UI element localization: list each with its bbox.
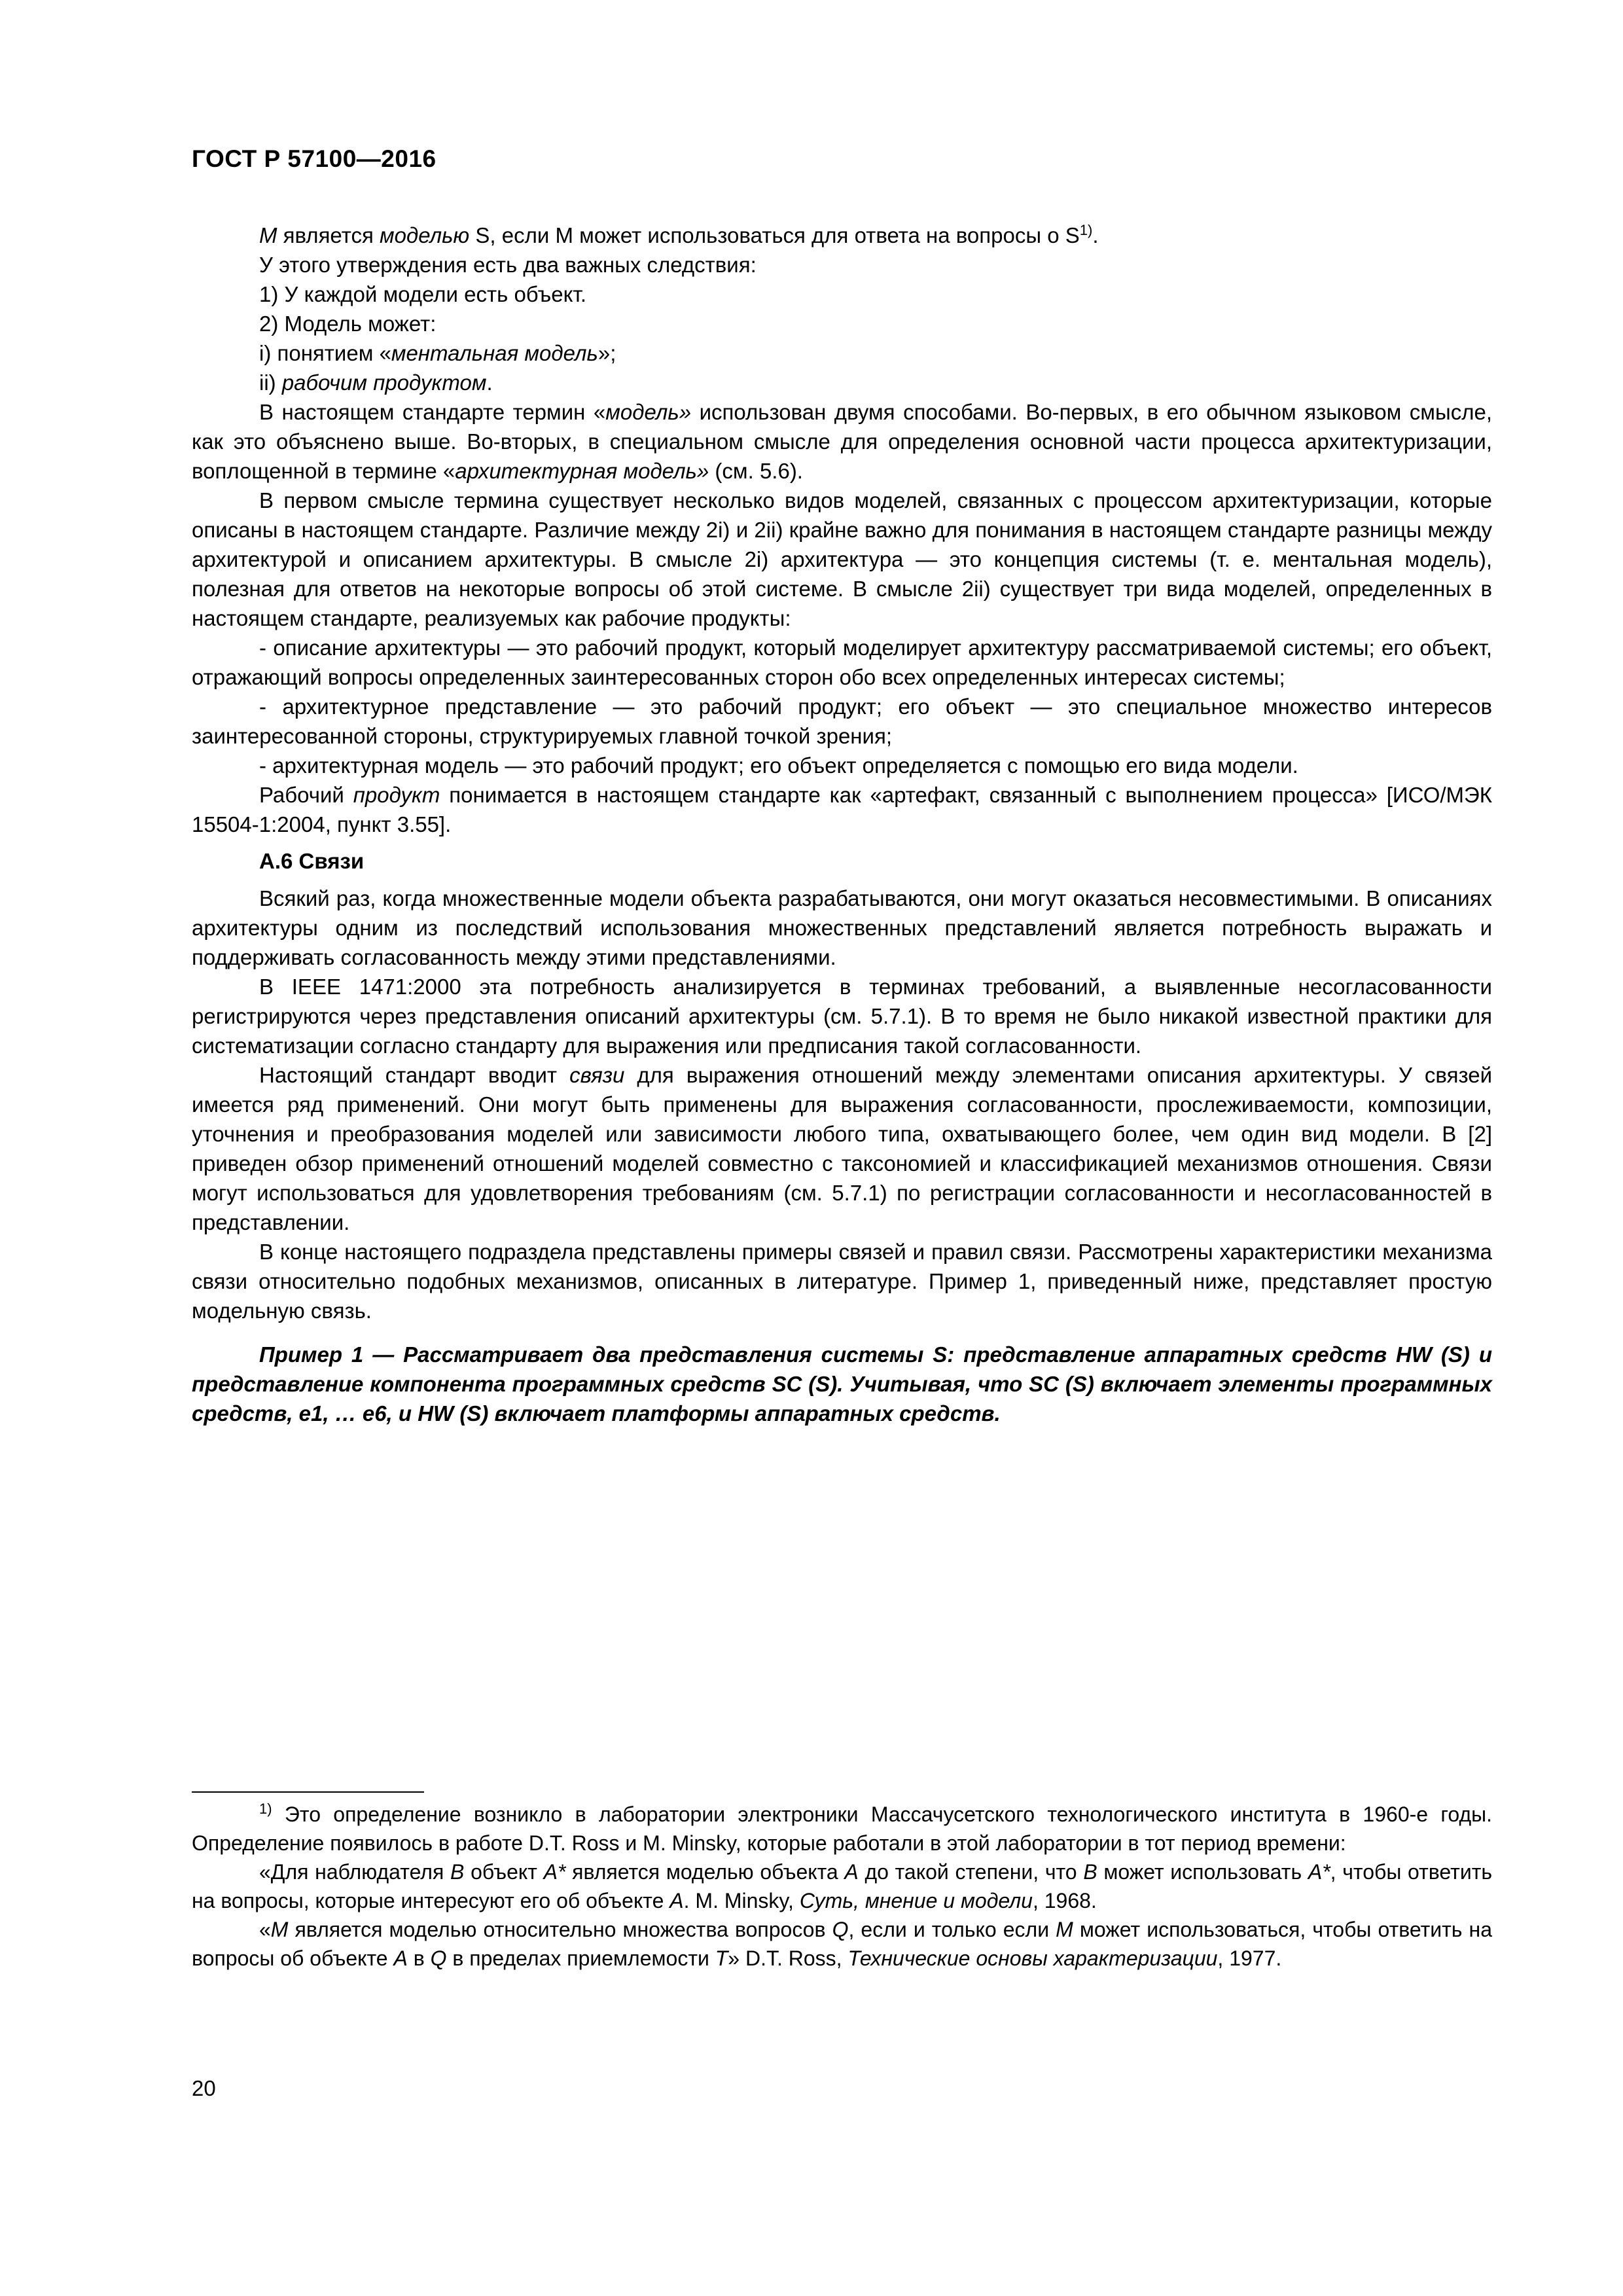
list-item: i) понятием «ментальная модель»; xyxy=(259,341,616,365)
main-text xyxy=(192,221,1492,1428)
document-header: ГОСТ Р 57100—2016 xyxy=(192,145,437,172)
footnote-quote: «Для наблюдателя B объект A* является моделью объекта A до такой степени, что B может использовать A*, чтобы ответить на вопросы, которые интересуют его об объекте A. M. Minsky, Суть, мнение и модели, 1968. xyxy=(192,1860,1493,1912)
list-item: - архитектурная модель — это рабочий продукт; его объект определяется с помощью его вида модели. xyxy=(259,753,1298,778)
list-item: 1) У каждой модели есть объект. xyxy=(259,282,587,306)
footnote-reference: 1) xyxy=(1079,222,1093,238)
paragraph: Рабочий продукт понимается в настоящем стандарте как «артефакт, связанный с выполнением процесса» [ИСО/МЭК 15504-1:2004, пункт 3.55]. xyxy=(192,783,1492,836)
list-item: 2) Модель может: xyxy=(259,312,437,336)
list-item: ii) рабочим продуктом. xyxy=(259,370,493,395)
paragraph: Всякий раз, когда множественные модели объекта разрабатываются, они могут оказаться несовместимыми. В описаниях архитектуры одним из последствий использования множественных представлений является потребность выражать и поддерживать согласованность между этими представлениями. xyxy=(192,886,1492,969)
section-heading: А.6 Связи xyxy=(259,849,365,873)
paragraph: В первом смысле термина существует несколько видов моделей, связанных с процессом архитектуризации, которые описаны в настоящем стандарте. Различие между 2i) и 2ii) крайне важно для понимания в настоящем стандарте разницы между архитектурой и описанием архитектуры. В смысле 2i) архитектура — это концепция системы (т. е. ментальная модель), полезная для ответов на некоторые вопросы об этой системе. В смысле 2ii) существует три вида моделей, определенных в настоящем стандарте, реализуемых как рабочие продукты: xyxy=(192,488,1492,630)
list-item: - архитектурное представление — это рабочий продукт; его объект — это специальное множество интересов заинтересованной стороны, структурируемых главной точкой зрения; xyxy=(192,694,1492,748)
example-paragraph: Пример 1 — Рассматривает два представления системы S: представление аппаратных средств HW (S) и представление компонента программных средств SC (S). Учитывая, что SC (S) включает элементы программных средств, e1, … e6, и HW (S) включает платформы аппаратных средств. xyxy=(192,1342,1492,1426)
list-item: - описание архитектуры — это рабочий продукт, который моделирует архитектуру рассматриваемой системы; его объект, отражающий вопросы определенных заинтересованных сторон обо всех определенных интересах системы; xyxy=(192,636,1492,689)
paragraph: Настоящий стандарт вводит связи для выражения отношений между элементами описания архитектуры. У связей имеется ряд применений. Они могут быть применены для выражения согласованности, прослеживаемости, композиции, уточнения и преобразования моделей или зависимости любого типа, охватывающего более, чем один вид модели. В [2] приведен обзор применений отношений моделей совместно с таксономией и классификацией механизмов отношения. Связи могут использоваться для удовлетворения требованиям (см. 5.7.1) по регистрации согласованности и несогласованностей в представлении. xyxy=(192,1063,1493,1234)
paragraph: У этого утверждения есть два важных следствия: xyxy=(259,253,757,277)
footnote: $^{1)}$ Это определение возникло в лаборатории электроники Массачусетского технологического института в 1960-е годы. Определение появилось в работе D.T. Ross и M. Minsky, которые работали в этой лаборатории в тот период времени: xyxy=(192,1801,1493,1855)
paragraph: В настоящем стандарте термин «модель» использован двумя способами. Во-первых, в его обычном языковом смысле, как это объяснено выше. Во-вторых, в специальном смысле для определения основной части процесса архитектуризации, воплощенной в термине «архитектурная модель» (см. 5.6). xyxy=(192,400,1492,483)
paragraph: В конце настоящего подраздела представлены примеры связей и правил связи. Рассмотрены характеристики механизма связи относительно подобных механизмов, описанных в литературе. Пример 1, приведенный ниже, представляет простую модельную связь. xyxy=(192,1240,1492,1323)
footnote-divider xyxy=(192,1791,424,1793)
footnote-quote: «M является моделью относительно множества вопросов Q, если и только если M может использоваться, чтобы ответить на вопросы об объекте A в Q в пределах приемлемости T» D.T. Ross, Технические основы характеризации, 1977. xyxy=(192,1918,1493,1970)
paragraph: В IEEE 1471:2000 эта потребность анализируется в терминах требований, а выявленные несогласованности регистрируются через представления описаний архитектуры (см. 5.7.1). В то время не было никакой известной практики для систематизации согласно стандарту для выражения или предписания такой согласованности. xyxy=(192,975,1492,1058)
footnote-marker: 1) xyxy=(259,1801,272,1817)
page-number: 20 xyxy=(192,2076,216,2100)
footnotes xyxy=(192,1800,1492,1973)
paragraph-model-definition: M является моделью S, если M может использоваться для ответа на вопросы о $S^{1)}$. xyxy=(259,222,1099,247)
